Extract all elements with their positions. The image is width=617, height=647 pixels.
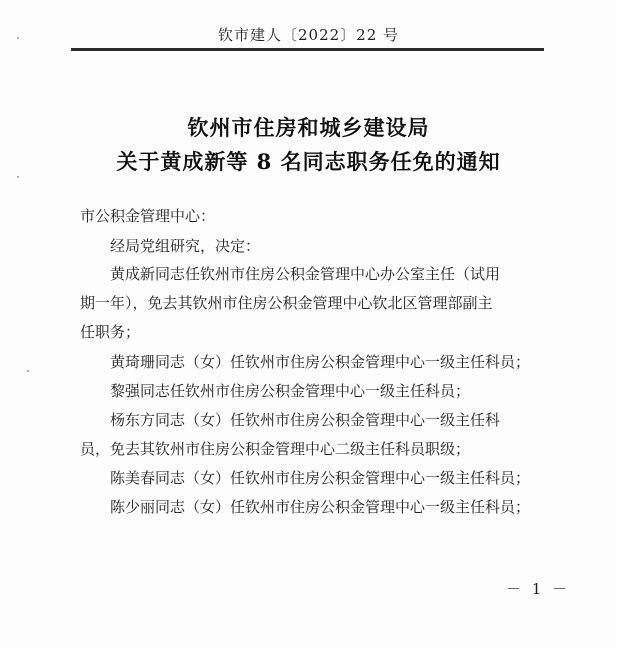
document-title-line1: 钦州市住房和城乡建设局	[187, 115, 430, 140]
appointment-paragraph	[80, 348, 530, 377]
scan-speck	[17, 176, 19, 178]
intro-text: 经局党组研究，决定：	[110, 237, 261, 255]
paragraph-line: 期一年），免去其钦州市住房公积金管理中心钦北区管理部副主	[80, 294, 493, 312]
paragraph-line: 陈少丽同志（女）任钦州市住房公积金管理中心一级主任科员；	[110, 498, 531, 516]
paragraph-line: 黄成新同志任钦州市住房公积金管理中心办公室主任（试用	[110, 265, 501, 283]
paragraph-line: 任职务；	[80, 323, 141, 341]
paragraph-line: 黄琦珊同志（女）任钦州市住房公积金管理中心一级主任科员；	[110, 353, 531, 371]
header-rule	[71, 48, 544, 51]
document-number: 钦市建人〔2022〕22 号	[217, 26, 400, 44]
appointment-paragraph	[80, 377, 470, 406]
scan-speck	[27, 370, 29, 372]
paragraph-line: 黎强同志任钦州市住房公积金管理中心一级主任科员；	[110, 382, 471, 400]
appointment-paragraph	[80, 464, 530, 493]
page-number: － 1 －	[506, 580, 571, 598]
paragraph-line: 员，免去其钦州市住房公积金管理中心二级主任科员职级；	[80, 440, 471, 458]
paragraph-line: 杨东方同志（女）任钦州市住房公积金管理中心一级主任科	[110, 411, 501, 429]
appointment-paragraph	[80, 493, 530, 522]
appointment-paragraph	[80, 406, 500, 464]
paragraph-line: 陈美春同志（女）任钦州市住房公积金管理中心一级主任科员；	[110, 469, 531, 487]
document-title-line2: 关于黄成新等 8 名同志职务任免的通知	[116, 149, 501, 174]
appointment-paragraph	[80, 260, 500, 347]
addressee: 市公积金管理中心：	[80, 207, 216, 225]
